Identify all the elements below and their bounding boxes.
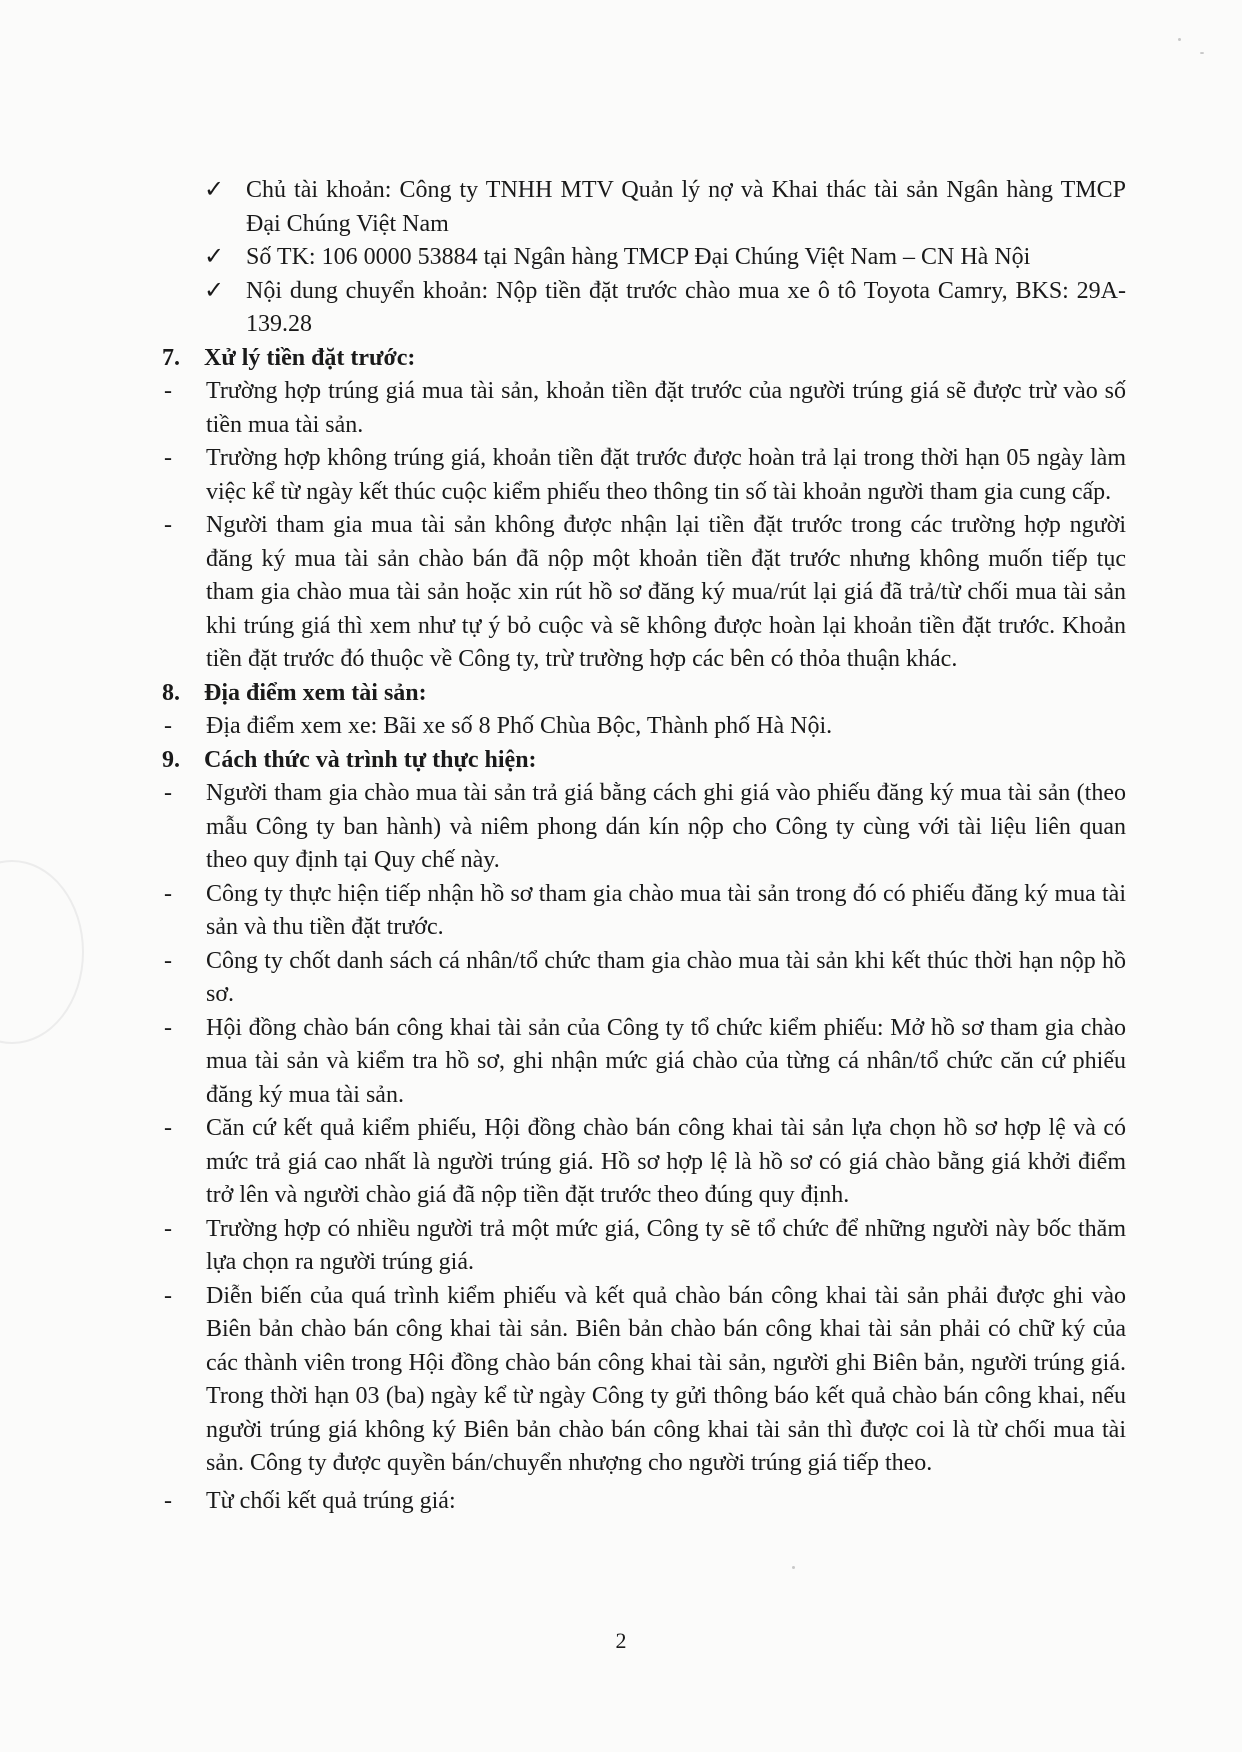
section-8-title: Địa điểm xem tài sản: <box>204 679 427 706</box>
list-item <box>158 509 1126 677</box>
transfer-content-item <box>158 275 1126 342</box>
section-9-heading <box>158 744 1126 778</box>
list-item-text: Từ chối kết quả trúng giá: <box>206 1487 456 1514</box>
list-item <box>158 1112 1126 1213</box>
document-body <box>158 174 1126 1518</box>
checkmark-icon: ✓ <box>204 177 225 203</box>
list-item <box>158 1280 1126 1481</box>
section-8-number: 8. <box>162 679 180 706</box>
dash-icon: - <box>164 512 172 538</box>
checkmark-icon: ✓ <box>204 244 225 270</box>
list-item <box>158 710 1126 744</box>
account-holder-text: Công ty TNHH MTV Quản lý nợ và Khai thác tài sản Ngân hàng TMCP Đại Chúng Việt Nam <box>246 177 1126 237</box>
dash-icon: - <box>164 1282 172 1309</box>
section-9-number: 9. <box>162 746 180 773</box>
list-item-text: Diễn biến của quá trình kiểm phiếu và kết quả chào bán công khai tài sản phải được ghi vào Biên bản chào bán công khai tài sản. Biên bản chào bán công khai tài sản phải có chữ ký của các thành viên trong Hội đồng chào bán công khai tài sản, người ghi Biên bản, người trúng giá. Trong thời hạn 03 (ba) ngày kể từ ngày Công ty gửi thông báo kết quả chào bán công khai, nếu người trúng giá không ký Biên bản chào bán công khai tài sản thì được coi là từ chối mua tài sản. Công ty được quyền bán/chuyển nhượng cho người trúng giá tiếp theo. <box>206 1282 1126 1476</box>
list-item-text: Công ty chốt danh sách cá nhân/tổ chức tham gia chào mua tài sản khi kết thúc thời hạn nộp hồ sơ. <box>206 947 1126 1007</box>
list-item <box>158 945 1126 1012</box>
list-item <box>158 1012 1126 1113</box>
account-number-label: Số TK: <box>246 244 316 270</box>
list-item <box>158 442 1126 509</box>
list-item-text: Người tham gia mua tài sản không được nhận lại tiền đặt trước trong các trường hợp người đăng ký mua tài sản chào bán đã nộp một khoản tiền đặt trước nhưng không muốn tiếp tục tham gia chào mua tài sản hoặc xin rút hồ sơ đăng ký mua/rút lại giá đã trả/từ chối mua tài sản khi trúng giá thì xem như tự ý bỏ cuộc và sẽ không được hoàn lại khoản tiền đặt trước. Khoản tiền đặt trước đó thuộc về Công ty, trừ trường hợp các bên có thỏa thuận khác. <box>206 512 1126 672</box>
list-item-text: Công ty thực hiện tiếp nhận hồ sơ tham gia chào mua tài sản trong đó có phiếu đăng ký mua tài sản và thu tiền đặt trước. <box>206 880 1126 940</box>
dash-icon: - <box>164 1014 172 1041</box>
list-item <box>158 375 1126 442</box>
list-item-text: Hội đồng chào bán công khai tài sản của Công ty tổ chức kiểm phiếu: Mở hồ sơ tham gia chào mua tài sản và kiểm tra hồ sơ, ghi nhận mức giá chào của từng cá nhân/tổ chức căn cứ phiếu đăng ký mua tài sản. <box>206 1014 1126 1108</box>
list-item <box>158 1213 1126 1280</box>
section-8-heading <box>158 677 1126 711</box>
scan-speck <box>792 1566 795 1569</box>
transfer-content-label: Nội dung chuyển khoản: <box>246 277 489 304</box>
list-item-text: Trường hợp trúng giá mua tài sản, khoản tiền đặt trước của người trúng giá sẽ được trừ vào số tiền mua tài sản. <box>206 378 1126 438</box>
dash-icon: - <box>164 947 172 974</box>
dash-icon: - <box>164 1487 172 1514</box>
list-item <box>158 777 1126 878</box>
list-item-text: Địa điểm xem xe: Bãi xe số 8 Phố Chùa Bộc, Thành phố Hà Nội. <box>206 713 833 739</box>
dash-icon: - <box>164 1115 172 1141</box>
account-holder-item <box>158 174 1126 241</box>
account-number-text: 106 0000 53884 tại Ngân hàng TMCP Đại Chúng Việt Nam – CN Hà Nội <box>321 244 1031 270</box>
list-item <box>158 878 1126 945</box>
list-item-text: Trường hợp không trúng giá, khoản tiền đặt trước được hoàn trả lại trong thời hạn 05 ngày làm việc kể từ ngày kết thúc cuộc kiểm phiếu theo thông tin số tài khoản người tham gia cung cấp. <box>206 445 1126 505</box>
list-item-text: Người tham gia chào mua tài sản trả giá bằng cách ghi giá vào phiếu đăng ký mua tài sản (theo mẫu Công ty ban hành) và niêm phong dán kín nộp cho Công ty cùng với tài liệu liên quan theo quy định tại Quy chế này. <box>206 780 1126 873</box>
dash-icon: - <box>164 713 172 739</box>
dash-icon: - <box>164 780 172 806</box>
account-holder-label: Chủ tài khoản: <box>246 177 392 203</box>
section-7-heading <box>158 342 1126 376</box>
checkmark-icon: ✓ <box>204 277 225 304</box>
list-item <box>158 1485 1126 1519</box>
faded-stamp <box>0 860 84 1044</box>
list-item-text: Trường hợp có nhiều người trả một mức giá, Công ty sẽ tổ chức để những người này bốc thăm lựa chọn ra người trúng giá. <box>206 1215 1126 1275</box>
dash-icon: - <box>164 445 172 471</box>
dash-icon: - <box>164 378 172 404</box>
transfer-content-text: Nộp tiền đặt trước chào mua xe ô tô Toyota Camry, BKS: 29A-139.28 <box>246 277 1126 337</box>
dash-icon: - <box>164 880 172 907</box>
section-9-title: Cách thức và trình tự thực hiện: <box>204 746 537 773</box>
dash-icon: - <box>164 1215 172 1242</box>
list-item-text: Căn cứ kết quả kiểm phiếu, Hội đồng chào bán công khai tài sản lựa chọn hồ sơ hợp lệ và có mức trả giá cao nhất là người trúng giá. Hồ sơ hợp lệ là hồ sơ có giá chào bằng giá khởi điểm trở lên và người chào giá đã nộp tiền đặt trước theo đúng quy định. <box>206 1115 1126 1208</box>
account-number-item <box>158 241 1126 275</box>
scan-speck <box>1200 52 1204 54</box>
scan-speck <box>1178 38 1181 41</box>
section-7-number: 7. <box>162 344 180 371</box>
page-number: 2 <box>615 1628 627 1653</box>
section-7-title: Xử lý tiền đặt trước: <box>204 344 416 371</box>
